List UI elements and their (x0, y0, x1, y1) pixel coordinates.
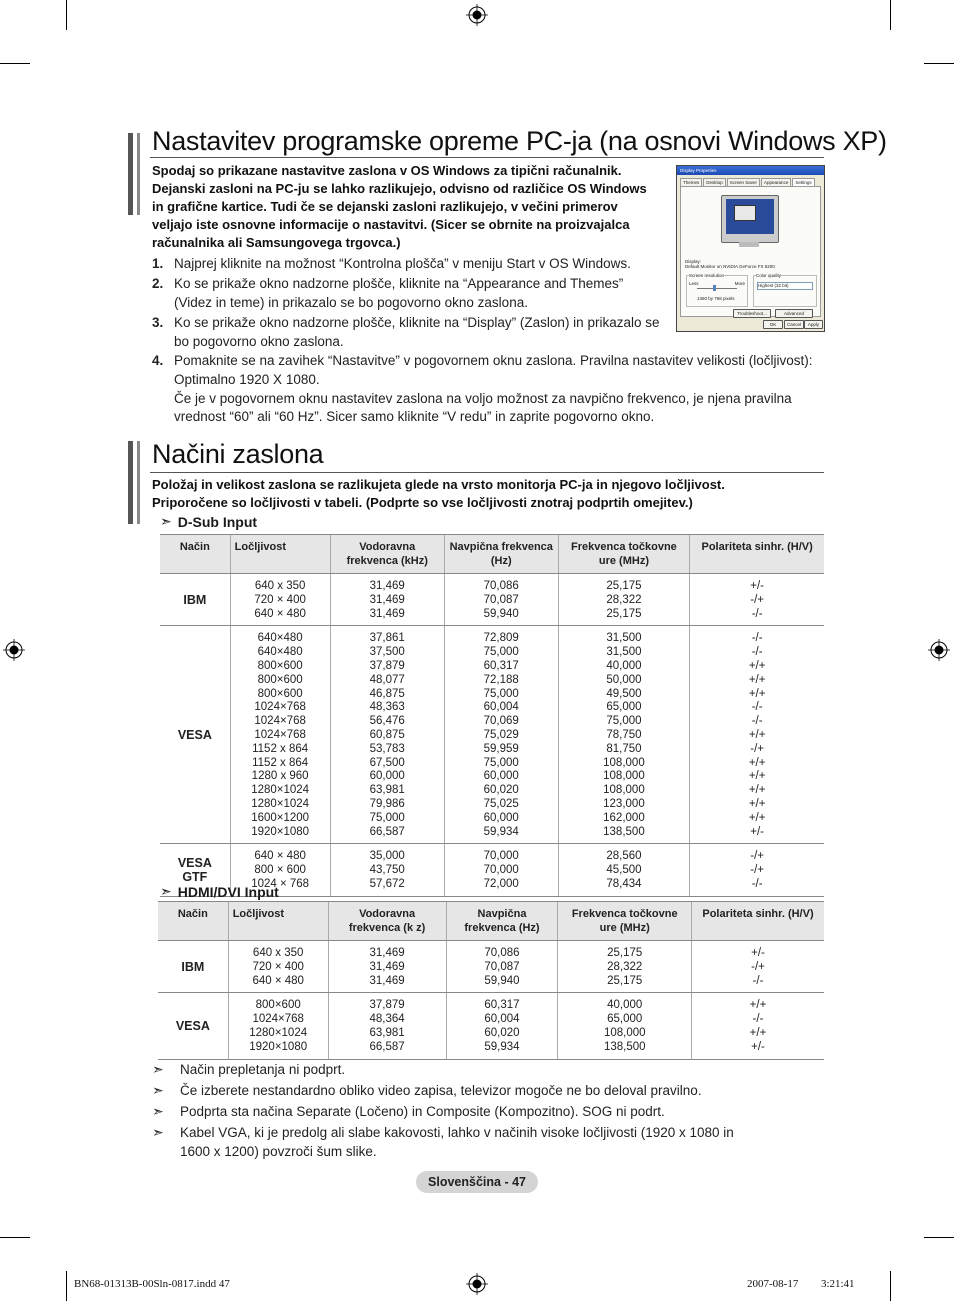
value-cell (444, 574, 558, 626)
slider-more-label: More (734, 281, 745, 286)
cell-value: 108,000 (603, 1026, 646, 1039)
cell-value: 67,500 (369, 756, 405, 769)
note-text: Če izberete nestandardno obliko video zapisa, televizor mogoče ne bo deloval pravilno. (180, 1083, 702, 1098)
list-item (152, 314, 660, 352)
step-text: Ko se prikaže okno nadzorne plošče, kliknite na “Appearance and Themes” (Videz in teme) in prikazalo se bo pogovorno okno zaslona. (174, 276, 624, 311)
cell-value: +/+ (748, 728, 766, 741)
resolution-slider (697, 288, 737, 289)
value-cell (558, 844, 690, 896)
cell-value: +/+ (748, 770, 766, 783)
cell-value: 81,750 (606, 742, 642, 755)
note-text: Podprta sta načina Separate (Ločeno) in Composite (Kompozitno). SOG ni podrt. (180, 1104, 665, 1119)
cell-value: -/- (751, 877, 763, 890)
cell-value: 162,000 (603, 811, 645, 824)
value-cell (328, 993, 446, 1059)
cell-value: 78,434 (606, 877, 642, 890)
cell-value: 72,809 (483, 632, 519, 645)
cell-value: 31,500 (606, 632, 642, 645)
intro-line: Položaj in velikost zaslona se razlikujeta glede na vrsto monitorja PC-ja in njegovo ločljivost. (152, 477, 725, 492)
cell-value: 1280×1024 (249, 1026, 308, 1039)
cell-value: 53,783 (369, 742, 405, 755)
cell-value: 43,750 (369, 864, 405, 877)
cell-value: 59,940 (484, 974, 520, 987)
value-cell (690, 626, 824, 844)
crop-mark (0, 63, 30, 64)
page-number-badge: Slovenščina - 47 (416, 1171, 538, 1193)
cell-value: 138,500 (603, 1040, 646, 1053)
cell-value: 79,986 (369, 797, 405, 810)
section-bar (137, 441, 140, 524)
cell-value: 78,750 (606, 728, 642, 741)
cell-value: 75,000 (483, 756, 519, 769)
column-header: Ločljivost (228, 902, 328, 941)
cell-value: 37,500 (369, 646, 405, 659)
cell-value: 640 x 350 (254, 580, 306, 592)
value-cell (446, 993, 558, 1059)
column-header: Navpična frekvenca (Hz) (444, 535, 558, 574)
cancel-button: Cancel (784, 320, 804, 329)
cell-value: -/- (751, 701, 763, 714)
column-header: Način (160, 535, 230, 574)
list-item (152, 1123, 752, 1161)
cell-value: 63,981 (369, 784, 405, 797)
cell-value: 70,069 (483, 715, 519, 728)
column-header: Vodoravna frekvenca (k z) (328, 902, 446, 941)
section-bar (128, 441, 133, 524)
cell-value: 1280×1024 (251, 797, 310, 810)
cell-value: 800×600 (257, 673, 303, 686)
cell-value: 60,020 (483, 784, 519, 797)
table-header-row (158, 902, 824, 941)
resolution-value: 1360 by 768 pixels (697, 296, 735, 301)
cell-value: 70,087 (483, 593, 519, 606)
note-text: Način prepletanja ni podprt. (180, 1062, 346, 1077)
cell-value: 60,317 (484, 999, 520, 1012)
cell-value: 31,469 (369, 947, 405, 959)
cell-value: 70,087 (484, 960, 520, 973)
cell-value: 31,469 (369, 580, 405, 592)
cell-value: 66,587 (369, 1040, 405, 1053)
cell-value: 59,959 (483, 742, 519, 755)
dialog-tab-themes: Themes (680, 178, 702, 186)
crop-mark (924, 1237, 954, 1238)
color-quality-group (753, 275, 817, 307)
cell-value: 1152 x 864 (252, 756, 309, 769)
cell-value: 800×600 (257, 659, 303, 672)
steps-list-b (152, 352, 822, 429)
cell-value: 60,875 (369, 728, 405, 741)
cell-value: +/+ (749, 999, 767, 1012)
value-cell (446, 941, 558, 993)
section-title: Načini zaslona (152, 439, 324, 469)
dialog-title: Display Properties (677, 166, 824, 175)
advanced-button: Advanced (775, 309, 813, 318)
slider-thumb (713, 285, 716, 291)
cell-value: 31,469 (369, 593, 405, 606)
cell-value: 50,000 (606, 673, 642, 686)
cell-value: 75,000 (483, 687, 519, 700)
dsub-heading (160, 513, 257, 530)
dialog-tab-screen-saver: Screen Saver (727, 178, 760, 186)
display-properties-dialog (676, 165, 825, 332)
dialog-display-label: Display: (685, 259, 702, 264)
cell-value: 40,000 (606, 659, 642, 672)
cell-value: 46,875 (369, 687, 405, 700)
cell-value: -/+ (750, 864, 764, 877)
cell-value: 57,672 (369, 877, 405, 890)
cell-value: 49,500 (606, 687, 642, 700)
crop-mark (890, 0, 891, 30)
dialog-tab-desktop: Desktop (703, 178, 726, 186)
cell-value: 75,000 (369, 811, 405, 824)
steps-list-a (152, 255, 660, 353)
crop-mark (0, 1237, 30, 1238)
cell-value: 1280 x 960 (251, 770, 309, 783)
cell-value: +/+ (748, 659, 766, 672)
column-header: Frekvenca točkovne ure (MHz) (558, 535, 690, 574)
cell-value: 720 × 400 (252, 960, 304, 973)
cell-value: -/- (752, 1013, 764, 1026)
troubleshoot-button: Troubleshoot... (733, 309, 771, 318)
cell-value: 56,476 (369, 715, 405, 728)
apply-button: Apply (804, 320, 823, 329)
cell-value: 48,077 (369, 673, 405, 686)
hdmi-heading (160, 883, 279, 900)
cell-value: -/+ (751, 960, 765, 973)
cell-value: 72,188 (483, 673, 519, 686)
cell-value: 40,000 (607, 999, 643, 1012)
cell-value: 640 × 480 (254, 850, 306, 863)
cell-value: +/+ (749, 1026, 767, 1039)
value-cell (330, 574, 444, 626)
step-text-continued: Če je v pogovornem oknu nastavitev zaslona na voljo možnost za navpično frekvenco, je njena pravilna vrednost “60” ali “60 Hz”. Sicer samo kliknite “V redu” in zaprite pogovorno okno. (174, 390, 792, 425)
value-cell (558, 626, 690, 844)
step-text: Pomaknite se na zavihek “Nastavitve” v pogovornem oknu zaslona. Pravilna nastavitev velikosti (ločljivost): Optimalno 1920 X 1080. (174, 353, 813, 387)
list-item (152, 1102, 752, 1121)
value-cell (558, 993, 691, 1059)
step-number: 4. (152, 353, 164, 368)
dsub-table (160, 534, 824, 897)
note-text: Kabel VGA, ki je predolg ali slabe kakovosti, lahko v načinih visoke ločljivosti (1920 x 1080 in 1600 x 1200) povzroči šum slike. (180, 1125, 734, 1159)
value-cell (328, 941, 446, 993)
cell-value: -/- (751, 607, 763, 620)
cell-value: 25,175 (606, 607, 642, 620)
value-cell (690, 844, 824, 896)
cell-value: 28,322 (607, 960, 643, 973)
resolution-group (686, 275, 748, 307)
cell-value: -/- (752, 974, 764, 987)
cell-value: 60,004 (483, 701, 519, 714)
cell-value: 60,000 (369, 770, 405, 783)
cell-value: 25,175 (606, 580, 642, 592)
list-item (152, 352, 822, 427)
cell-value: -/- (751, 646, 763, 659)
value-cell (444, 844, 558, 896)
cell-value: -/+ (750, 850, 764, 863)
cell-value: 1600×1200 (251, 811, 310, 824)
cell-value: +/+ (748, 811, 766, 824)
cell-value: 48,364 (369, 1013, 405, 1026)
crop-mark (890, 1271, 891, 1301)
notes-list (152, 1060, 752, 1163)
cell-value: +/+ (748, 797, 766, 810)
value-cell (444, 626, 558, 844)
cell-value: +/- (751, 947, 765, 959)
cell-value: 1024×768 (254, 701, 306, 714)
column-header: Način (158, 902, 228, 941)
dialog-tabs (677, 175, 824, 186)
cell-value: 1920×1080 (249, 1040, 308, 1053)
list-item (152, 275, 660, 313)
arrow-icon: ➣ (160, 883, 172, 899)
cell-value: 640 × 480 (254, 607, 306, 620)
cell-value: 31,469 (369, 607, 405, 620)
color-quality-select: Highest (32 bit) (757, 282, 813, 290)
dialog-tab-appearance: Appearance (761, 178, 791, 186)
monitor-stand (739, 242, 759, 247)
cell-value: 59,934 (483, 825, 519, 838)
cell-value: 800×600 (255, 999, 301, 1012)
cell-value: 59,940 (483, 607, 519, 620)
cell-value: 138,500 (603, 825, 645, 838)
value-cell (228, 993, 328, 1059)
cell-value: 1024×768 (254, 715, 306, 728)
column-header: Navpična frekvenca (Hz) (446, 902, 558, 941)
cell-value: 640×480 (257, 646, 303, 659)
arrow-icon: ➣ (152, 1124, 164, 1140)
cell-value: 1024×768 (252, 1013, 304, 1026)
cell-value: 45,500 (606, 864, 642, 877)
cell-value: 640×480 (257, 632, 303, 645)
section-bar (128, 133, 133, 215)
cell-value: 75,000 (483, 646, 519, 659)
cell-value: 37,879 (369, 999, 405, 1012)
title-rule (150, 157, 824, 158)
cell-value: 1024 × 768 (251, 877, 310, 890)
dialog-display-value: Default Monitor on NVIDIA GeForce FX 5200 (685, 264, 775, 269)
cell-value: 66,587 (369, 825, 405, 838)
section-bar (137, 133, 140, 215)
cell-value: 70,086 (483, 580, 519, 592)
cell-value: 640 x 350 (252, 947, 304, 959)
cell-value: 28,560 (606, 850, 642, 863)
cell-value: 28,322 (606, 593, 642, 606)
cell-value: 108,000 (603, 756, 645, 769)
column-header: Vodoravna frekvenca (kHz) (330, 535, 444, 574)
cell-value: 60,000 (483, 811, 519, 824)
cell-value: 59,934 (484, 1040, 520, 1053)
cell-value: -/- (751, 632, 763, 645)
step-text: Najprej kliknite na možnost “Kontrolna plošča” v meniju Start v OS Windows. (174, 256, 631, 271)
dialog-tab-settings: Settings (792, 178, 814, 186)
cell-value: 60,317 (483, 659, 519, 672)
cell-value: 70,000 (483, 864, 519, 877)
value-cell (691, 993, 824, 1059)
cell-value: 37,861 (369, 632, 405, 645)
cell-value: 123,000 (603, 797, 645, 810)
value-cell (558, 941, 691, 993)
title-rule (150, 472, 824, 473)
cell-value: 1152 x 864 (252, 742, 309, 755)
cell-value: +/- (751, 1040, 765, 1053)
cell-value: -/+ (750, 742, 764, 755)
cell-value: 800 × 600 (254, 864, 306, 877)
arrow-icon: ➣ (152, 1082, 164, 1098)
cell-value: 75,025 (483, 797, 519, 810)
cell-value: 640 × 480 (252, 974, 304, 987)
list-item (152, 255, 660, 274)
cell-value: +/- (750, 580, 764, 592)
value-cell (691, 941, 824, 993)
intro-line: Priporočene so ločljivosti v tabeli. (Podprte so vse ločljivosti znotraj podprtih omejitev.) (152, 495, 693, 510)
ok-button: OK (763, 320, 783, 329)
table-row (160, 574, 824, 626)
table-row (160, 626, 824, 844)
print-slug-left: BN68-01313B-00Sln-0817.indd 47 (74, 1278, 230, 1290)
slider-less-label: Less (689, 281, 699, 286)
cell-value: +/+ (748, 673, 766, 686)
cell-value: 65,000 (606, 701, 642, 714)
step-number: 1. (152, 256, 164, 271)
list-item (152, 1081, 752, 1100)
cell-value: +/+ (748, 687, 766, 700)
cell-value: 35,000 (369, 850, 405, 863)
registration-mark-icon (466, 1273, 488, 1295)
cell-value: 720 × 400 (254, 593, 306, 606)
value-cell (330, 626, 444, 844)
print-slug-right: 2007-08-17 ￿￿ 3:21:41 (747, 1278, 855, 1290)
column-header: Polariteta sinhr. (H/V) (690, 535, 824, 574)
hdmi-table (158, 901, 824, 1060)
intro-text (152, 476, 822, 512)
list-item (152, 1060, 752, 1079)
value-cell (230, 574, 330, 626)
registration-mark-icon (466, 4, 488, 26)
cell-value: 75,000 (606, 715, 642, 728)
cell-value: 75,029 (483, 728, 519, 741)
monitor-icon (721, 195, 779, 243)
registration-mark-icon (928, 639, 950, 661)
cell-value: 31,469 (369, 974, 405, 987)
dsub-heading-text: D-Sub Input (177, 513, 258, 530)
mode-cell: IBM (158, 941, 228, 993)
mode-cell: VESA (160, 626, 230, 844)
cell-value: 70,000 (483, 850, 519, 863)
cell-value: 65,000 (607, 1013, 643, 1026)
value-cell (558, 574, 690, 626)
cell-value: 60,020 (484, 1026, 520, 1039)
cell-value: +/+ (748, 756, 766, 769)
value-cell (690, 574, 824, 626)
step-number: 2. (152, 276, 164, 292)
mode-cell: VESA GTF (160, 844, 230, 896)
value-cell (330, 844, 444, 896)
mode-cell: VESA (158, 993, 228, 1059)
cell-value: 60,004 (484, 1013, 520, 1026)
cell-value: 108,000 (603, 784, 645, 797)
cell-value: -/- (751, 715, 763, 728)
step-number: 3. (152, 315, 164, 331)
column-header: Ločljivost (230, 535, 330, 574)
crop-mark (924, 63, 954, 64)
step-text: Ko se prikaže okno nadzorne plošče, kliknite na “Display” (Zaslon) in prikazalo se bo pogovorno okno zaslona. (174, 315, 660, 350)
section-title: Nastavitev programske opreme PC-ja (na osnovi Windows XP) (152, 126, 887, 156)
arrow-icon: ➣ (152, 1103, 164, 1119)
value-cell (228, 941, 328, 993)
resolution-label: Screen resolution (689, 273, 725, 278)
column-header: Frekvenca točkovne ure (MHz) (558, 902, 691, 941)
crop-mark (66, 0, 67, 30)
cell-value: -/+ (750, 593, 764, 606)
arrow-icon: ➣ (152, 1061, 164, 1077)
mode-cell: IBM (160, 574, 230, 626)
cell-value: 25,175 (607, 974, 643, 987)
cell-value: 60,000 (483, 770, 519, 783)
cell-value: 37,879 (369, 659, 405, 672)
cell-value: +/+ (748, 784, 766, 797)
cell-value: 63,981 (369, 1026, 405, 1039)
cell-value: 31,469 (369, 960, 405, 973)
table-row (158, 941, 824, 993)
value-cell (230, 626, 330, 844)
crop-mark (66, 1271, 67, 1301)
table-row (158, 993, 824, 1059)
column-header: Polariteta sinhr. (H/V) (691, 902, 824, 941)
registration-mark-icon (3, 639, 25, 661)
cell-value: 1280×1024 (251, 784, 310, 797)
dialog-body (680, 186, 821, 317)
cell-value: 1920×1080 (251, 825, 310, 838)
cell-value: 108,000 (603, 770, 645, 783)
cell-value: +/- (750, 825, 764, 838)
table-header-row (160, 535, 824, 574)
cell-value: 70,086 (484, 947, 520, 959)
cell-value: 800×600 (257, 687, 303, 700)
arrow-icon: ➣ (160, 513, 172, 529)
cell-value: 72,000 (483, 877, 519, 890)
cell-value: 48,363 (369, 701, 405, 714)
cell-value: 31,500 (606, 646, 642, 659)
color-quality-label: Color quality (756, 273, 782, 278)
cell-value: 25,175 (607, 947, 643, 959)
hdmi-heading-text: HDMI/DVI Input (177, 883, 279, 900)
intro-text: Spodaj so prikazane nastavitve zaslona v OS Windows za tipični računalnik. Dejanski zasloni na PC-ju se lahko razlikujejo, odvisno od različice OS Windows in grafične kartice. Tudi če se dejanski zasloni razlikujejo, v večini primerov veljajo iste osnovne informacije o nastavitvi. (Sicer se obrnite na proizvajalca računalnika ali Samsungovega trgovca.) (152, 163, 647, 250)
cell-value: 1024×768 (254, 728, 306, 741)
